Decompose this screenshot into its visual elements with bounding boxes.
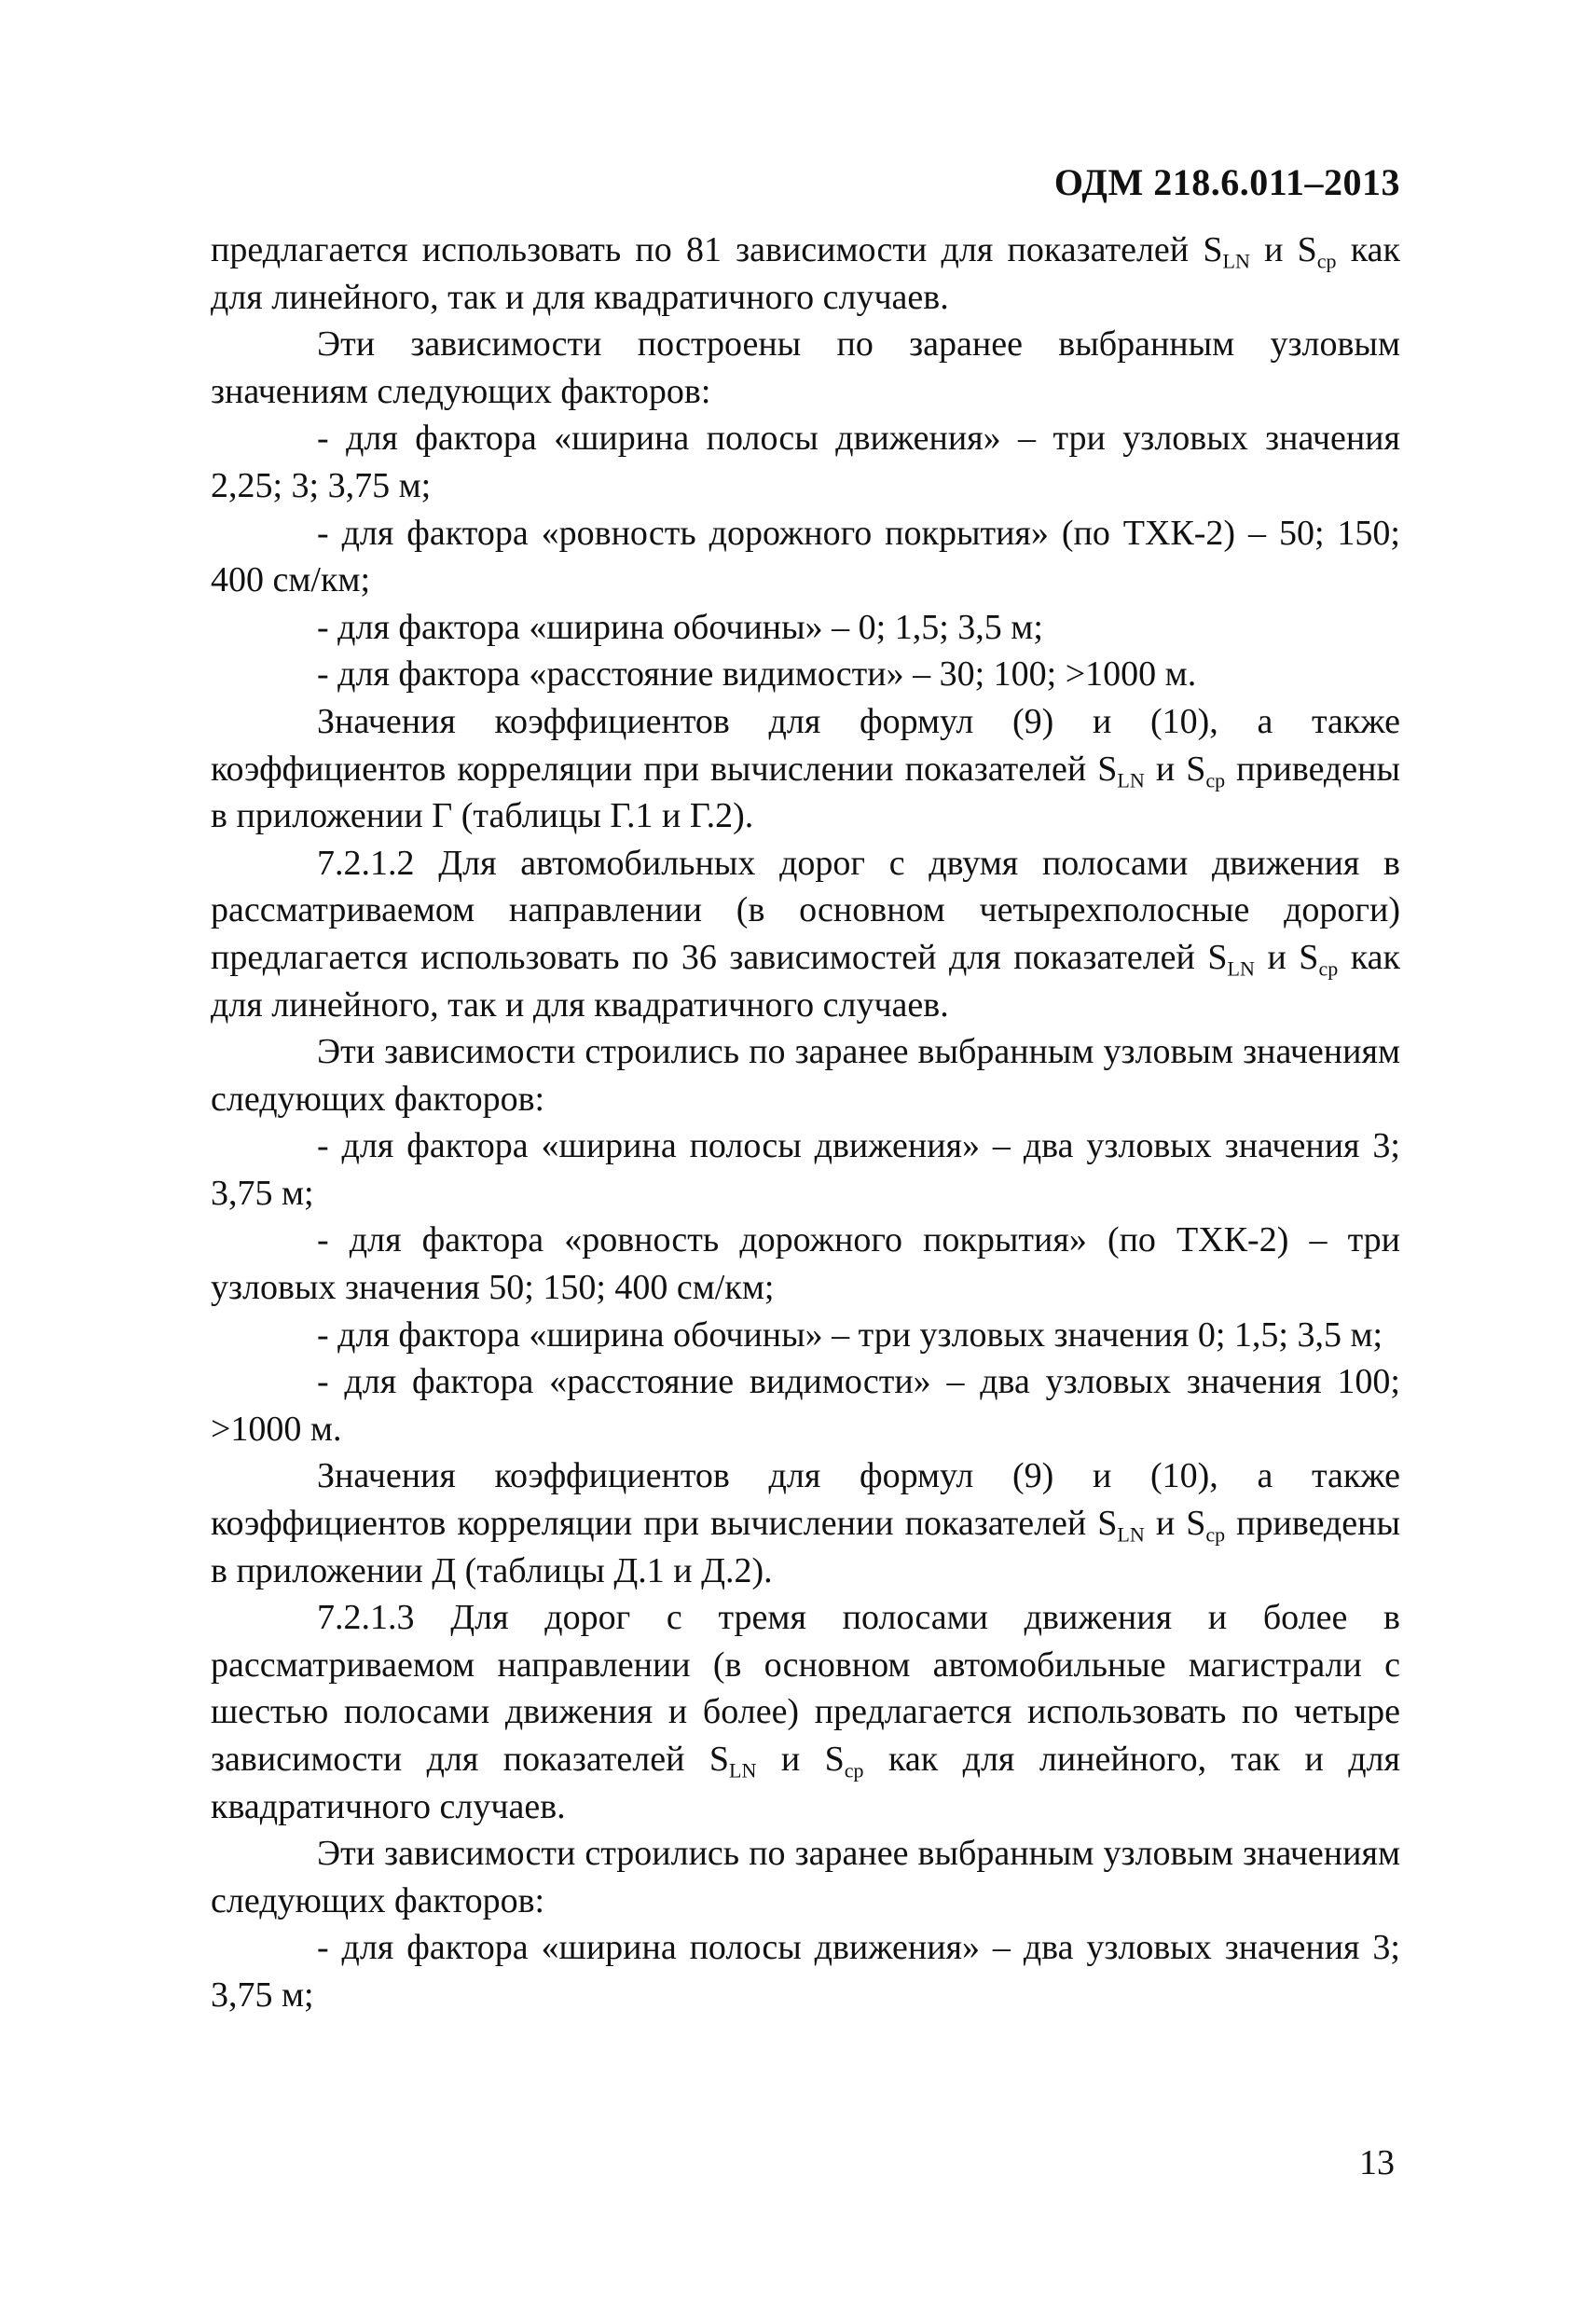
paragraph: 7.2.1.2 Для автомобильных дорог с двумя полосами движения в рассматриваемом направлении (в основном четырехполосные дороги) предлагается использовать по 36 зависимостей для показателей $S_{LN}$ и $S_{ср}$ как для линейного, так и для квадратичного случаев. — [211, 843, 1400, 1025]
list-item: - для фактора «ровность дорожного покрытия» (по ТХК-2) – 50; 150; 400 см/км; — [211, 513, 1400, 600]
document-code-header: ОДМ 218.6.011–2013 — [1053, 161, 1400, 203]
list-item: - для фактора «расстояние видимости» – два узловых значения 100; >1000 м. — [211, 1362, 1400, 1449]
list-item: - для фактора «ширина полосы движения» – три узловых значения 2,25; 3; 3,75 м; — [211, 419, 1400, 505]
paragraph: предлагается использовать по 81 зависимости для показателей $S_{LN}$ и $S_{ср}$ как для линейного, так и для квадратичного случаев. — [211, 230, 1400, 317]
paragraph: Эти зависимости строились по заранее выбранным узловым значениям следующих факторов: — [211, 1032, 1400, 1119]
list-item: - для фактора «ширина полосы движения» – два узловых значения 3; 3,75 м; — [211, 1928, 1400, 2015]
list-item: - для фактора «ширина обочины» – 0; 1,5; 3,5 м; — [317, 607, 1043, 647]
paragraph: 7.2.1.3 Для дорог с тремя полосами движения и более в рассматриваемом направлении (в основном автомобильные магистрали с шестью полосами движения и более) предлагается использовать по четыре зависимости для показателей $S_{LN}$ и $S_{ср}$ как для линейного, так и для квадратичного случаев. — [211, 1598, 1400, 1826]
list-item: - для фактора «расстояние видимости» – 30; 100; >1000 м. — [317, 654, 1197, 695]
list-item: - для фактора «ширина обочины» – три узловых значения 0; 1,5; 3,5 м; — [317, 1314, 1383, 1355]
page-number: 13 — [1359, 2143, 1395, 2182]
list-item: - для фактора «ровность дорожного покрытия» (по ТХК-2) – три узловых значения 50; 150; 400 см/км; — [211, 1220, 1400, 1308]
paragraph: Значения коэффициентов для формул (9) и (10), а также коэффициентов корреляции при вычислении показателей $S_{LN}$ и $S_{ср}$ приведены в приложении Д (таблицы Д.1 и Д.2). — [211, 1456, 1400, 1590]
paragraph: Эти зависимости строились по заранее выбранным узловым значениям следующих факторов: — [211, 1834, 1400, 1920]
paragraph: Значения коэффициентов для формул (9) и (10), а также коэффициентов корреляции при вычислении показателей $S_{LN}$ и $S_{ср}$ приведены в приложении Г (таблицы Г.1 и Г.2). — [211, 701, 1400, 836]
list-item: - для фактора «ширина полосы движения» – два узловых значения 3; 3,75 м; — [211, 1126, 1400, 1213]
body-text — [211, 227, 1400, 2019]
paragraph: Эти зависимости построены по заранее выбранным узловым значениям следующих факторов: — [211, 324, 1400, 411]
